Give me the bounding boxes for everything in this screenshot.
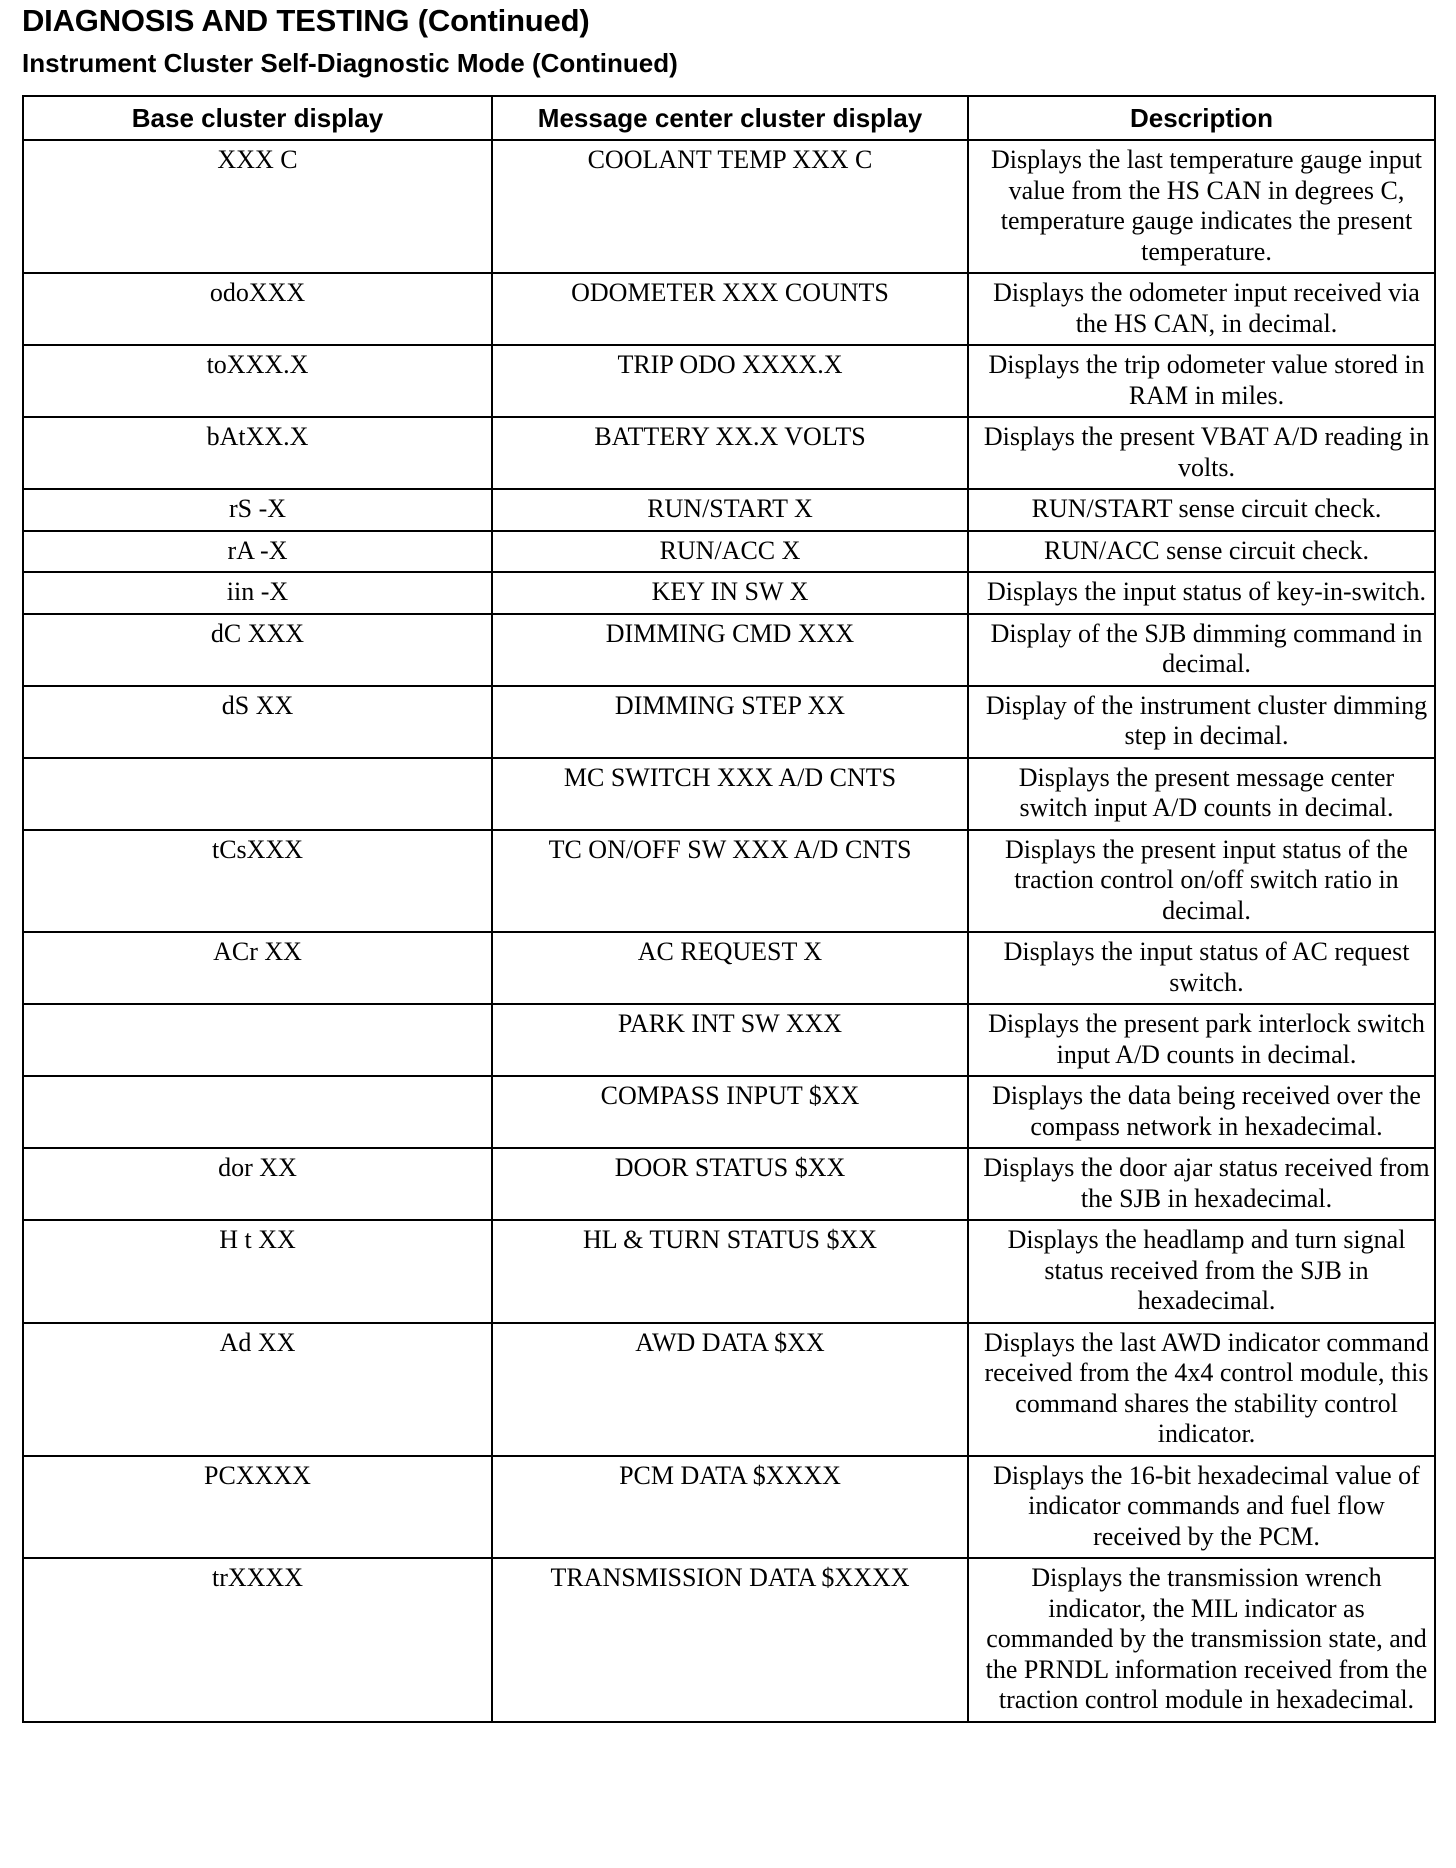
message-center-cell: DOOR STATUS $XX [492,1148,968,1220]
base-cluster-cell: tCsXXX [23,830,492,933]
description-cell: Displays the data being received over the compass network in hexadecimal. [968,1076,1435,1148]
description-cell: Displays the odometer input received via the HS CAN, in decimal. [968,273,1435,345]
description-cell: Displays the last temperature gauge input value from the HS CAN in degrees C, temperature gauge indicates the present temperature. [968,140,1435,273]
base-cluster-cell: odoXXX [23,273,492,345]
table-row [23,614,1435,686]
description-cell: Displays the last AWD indicator command received from the 4x4 control module, this command shares the stability control indicator. [968,1323,1435,1456]
message-center-cell: COOLANT TEMP XXX C [492,140,968,273]
message-center-cell: HL & TURN STATUS $XX [492,1220,968,1323]
message-center-cell: COMPASS INPUT $XX [492,1076,968,1148]
description-cell: RUN/ACC sense circuit check. [968,531,1435,573]
message-center-cell: ODOMETER XXX COUNTS [492,273,968,345]
table-row [23,1558,1435,1722]
base-cluster-cell: dS XX [23,686,492,758]
base-cluster-cell: iin -X [23,572,492,614]
message-center-cell: BATTERY XX.X VOLTS [492,417,968,489]
description-cell: Displays the present message center switch input A/D counts in decimal. [968,758,1435,830]
table-row [23,1456,1435,1559]
base-cluster-cell: dC XXX [23,614,492,686]
base-cluster-cell: Ad XX [23,1323,492,1456]
description-cell: Displays the 16-bit hexadecimal value of indicator commands and fuel flow received by the PCM. [968,1456,1435,1559]
base-cluster-cell: XXX C [23,140,492,273]
message-center-cell: DIMMING STEP XX [492,686,968,758]
table-row [23,1004,1435,1076]
base-cluster-cell: ACr XX [23,932,492,1004]
column-header-base: Base cluster display [23,96,492,140]
description-cell: Displays the transmission wrench indicator, the MIL indicator as commanded by the transmission state, and the PRNDL information received from the traction control module in hexadecimal. [968,1558,1435,1722]
description-cell: Displays the present input status of the traction control on/off switch ratio in decimal. [968,830,1435,933]
table-row [23,932,1435,1004]
description-cell: Display of the instrument cluster dimming step in decimal. [968,686,1435,758]
description-cell: Display of the SJB dimming command in decimal. [968,614,1435,686]
table-row [23,830,1435,933]
message-center-cell: MC SWITCH XXX A/D CNTS [492,758,968,830]
column-header-description: Description [968,96,1435,140]
description-cell: Displays the input status of key-in-switch. [968,572,1435,614]
table-row [23,273,1435,345]
message-center-cell: TRANSMISSION DATA $XXXX [492,1558,968,1722]
table-row [23,417,1435,489]
description-cell: Displays the present VBAT A/D reading in volts. [968,417,1435,489]
table-row [23,758,1435,830]
description-cell: Displays the present park interlock switch input A/D counts in decimal. [968,1004,1435,1076]
page-title: DIAGNOSIS AND TESTING (Continued) [22,3,590,38]
base-cluster-cell: dor XX [23,1148,492,1220]
table-row [23,531,1435,573]
description-cell: Displays the door ajar status received from the SJB in hexadecimal. [968,1148,1435,1220]
base-cluster-cell [23,1076,492,1148]
message-center-cell: RUN/ACC X [492,531,968,573]
message-center-cell: AC REQUEST X [492,932,968,1004]
table-row [23,686,1435,758]
message-center-cell: TC ON/OFF SW XXX A/D CNTS [492,830,968,933]
message-center-cell: RUN/START X [492,489,968,531]
table-row [23,345,1435,417]
base-cluster-cell: toXXX.X [23,345,492,417]
column-header-message: Message center cluster display [492,96,968,140]
table-row [23,1323,1435,1456]
table-row [23,140,1435,273]
table-row [23,1148,1435,1220]
table-row [23,1220,1435,1323]
base-cluster-cell: PCXXXX [23,1456,492,1559]
description-cell: Displays the headlamp and turn signal status received from the SJB in hexadecimal. [968,1220,1435,1323]
table-row [23,572,1435,614]
diagnostic-table [22,95,1436,1723]
base-cluster-cell [23,758,492,830]
table-row [23,1076,1435,1148]
base-cluster-cell: bAtXX.X [23,417,492,489]
description-cell: Displays the input status of AC request switch. [968,932,1435,1004]
description-cell: RUN/START sense circuit check. [968,489,1435,531]
message-center-cell: PARK INT SW XXX [492,1004,968,1076]
message-center-cell: TRIP ODO XXXX.X [492,345,968,417]
base-cluster-cell: H t XX [23,1220,492,1323]
page-subtitle: Instrument Cluster Self-Diagnostic Mode (Continued) [22,48,678,78]
description-cell: Displays the trip odometer value stored in RAM in miles. [968,345,1435,417]
base-cluster-cell: rA -X [23,531,492,573]
message-center-cell: AWD DATA $XX [492,1323,968,1456]
table-body [23,140,1435,1722]
base-cluster-cell: trXXXX [23,1558,492,1722]
message-center-cell: KEY IN SW X [492,572,968,614]
base-cluster-cell: rS -X [23,489,492,531]
table-header-row [23,96,1435,140]
table-row [23,489,1435,531]
message-center-cell: DIMMING CMD XXX [492,614,968,686]
base-cluster-cell [23,1004,492,1076]
message-center-cell: PCM DATA $XXXX [492,1456,968,1559]
